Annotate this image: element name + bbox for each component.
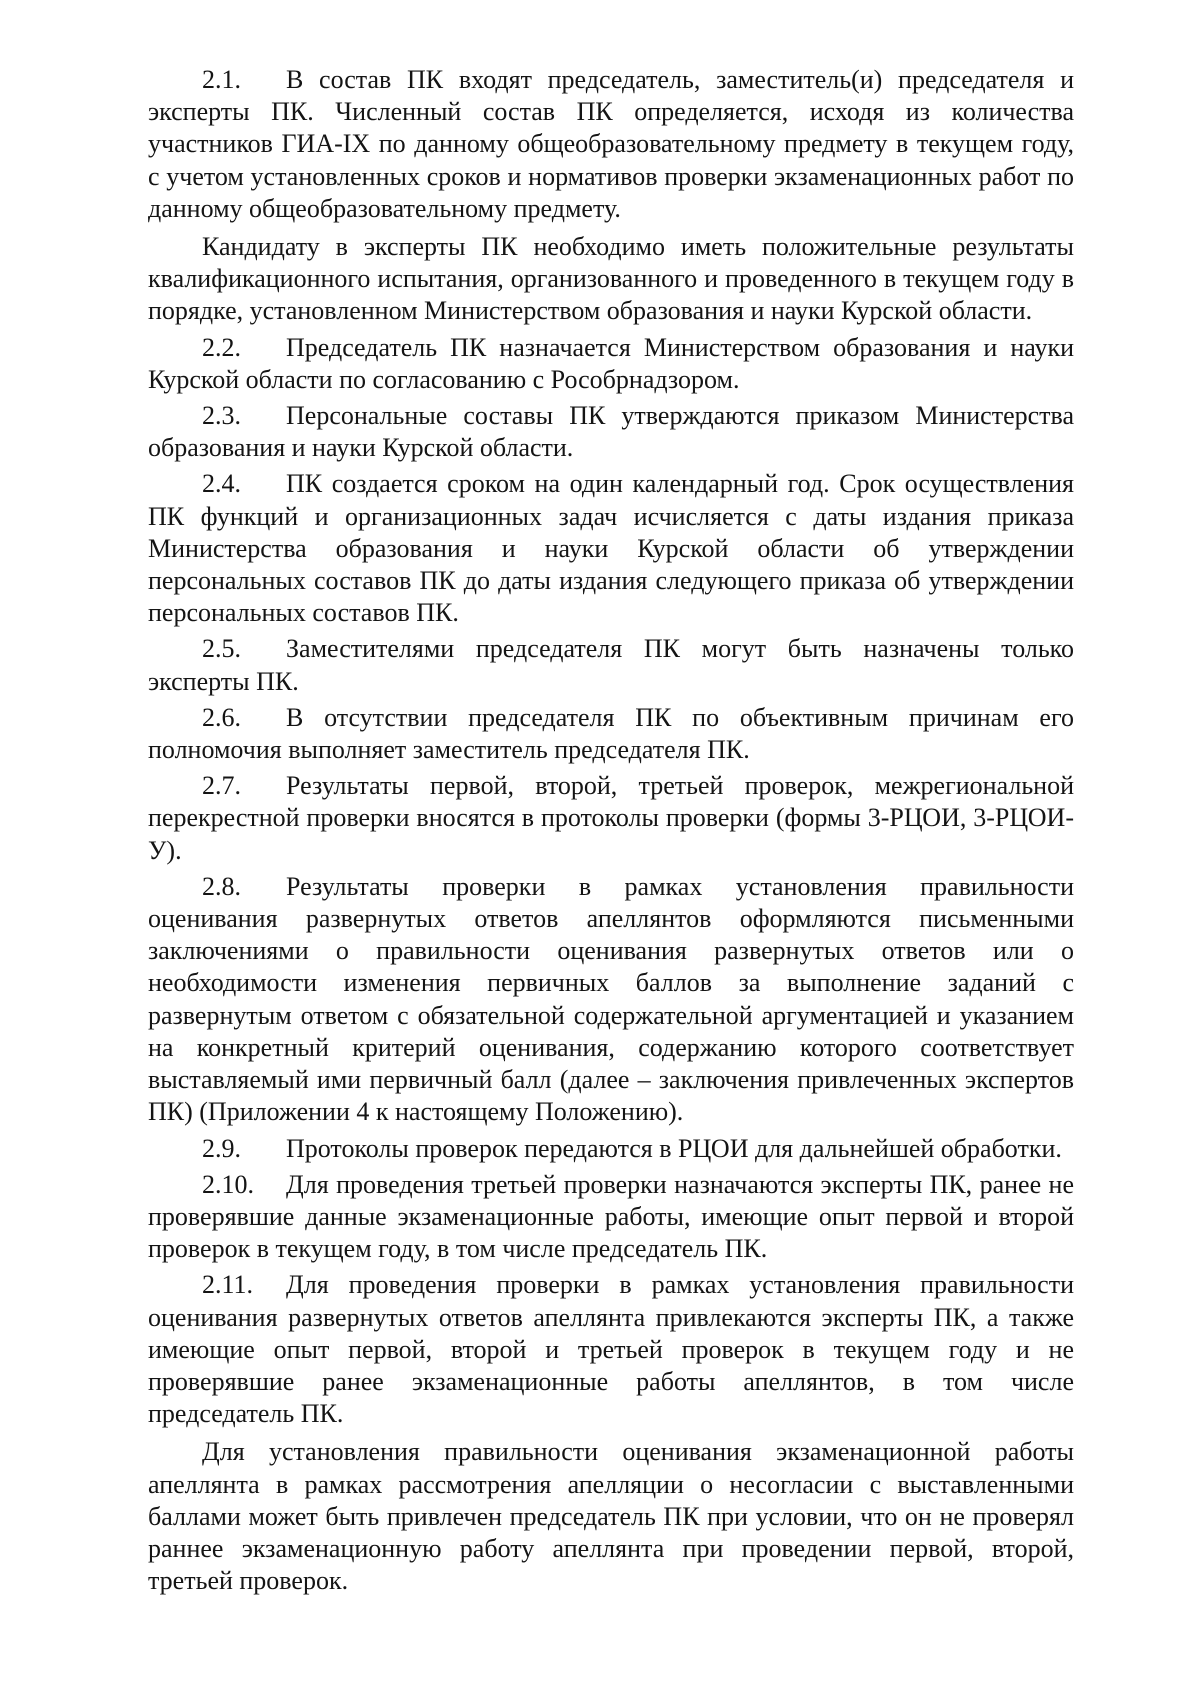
paragraph-2-8 <box>148 871 1074 1129</box>
paragraph-2-10 <box>148 1169 1074 1266</box>
paragraph-appeal-chairman <box>148 1436 1074 1597</box>
paragraph-text: Персональные составы ПК утверждаются приказом Министерства образования и науки Курской области. <box>148 401 1074 463</box>
paragraph-2-6 <box>148 702 1074 766</box>
paragraph-text: Протоколы проверок передаются в РЦОИ для дальнейшей обработки. <box>286 1133 1062 1163</box>
paragraph-2-5 <box>148 633 1074 697</box>
paragraph-2-11 <box>148 1269 1074 1430</box>
paragraph-text: Заместителями председателя ПК могут быть назначены только эксперты ПК. <box>148 634 1074 696</box>
paragraph-text: В отсутствии председателя ПК по объективным причинам его полномочия выполняет заместитель председателя ПК. <box>148 702 1074 765</box>
paragraph-2-2 <box>148 332 1074 396</box>
paragraph-number: 2.11. <box>202 1270 254 1300</box>
paragraph-text: Результаты проверки в рамках установления правильности оценивания развернутых ответов апеллянтов оформляются письменными заключениями о правильности оценивания развернутых ответов или о необходимости изменения первичных баллов за выполнение заданий с развернутым ответом с обязательной содержательной аргументацией и указанием на конкретный критерий оценивания, содержанию которого соответствует выставляемый ими первичный балл (далее – заключения привлеченных экспертов ПК) (Приложении 4 к настоящему Положению). <box>148 871 1074 1127</box>
paragraph-number: 2.9. <box>202 1133 241 1163</box>
paragraph-text: Кандидату в эксперты ПК необходимо иметь положительные результаты квалификационного испытания, организованного и проведенного в текущем году в порядке, установленном Министерством образования и науки Курской области. <box>148 232 1074 326</box>
document-body <box>148 64 1074 1601</box>
paragraph-number: 2.3. <box>202 401 241 431</box>
paragraph-number: 2.5. <box>202 634 241 664</box>
paragraph-number: 2.4. <box>202 469 241 499</box>
paragraph-number: 2.6. <box>202 702 241 732</box>
paragraph-2-1 <box>148 64 1074 225</box>
paragraph-number: 2.7. <box>202 771 241 801</box>
paragraph-2-9 <box>148 1133 1074 1165</box>
paragraph-text: Для проведения третьей проверки назначаются эксперты ПК, ранее не проверявшие данные экзаменационные работы, имеющие опыт первой и второй проверок в текущем году, в том числе председатель ПК. <box>148 1169 1074 1264</box>
paragraph-text: В состав ПК входят председатель, заместитель(и) председателя и эксперты ПК. Численный состав ПК определяется, исходя из количества участников ГИА-IX по данному общеобразовательному предмету в текущем году, с учетом установленных сроков и нормативов проверки экзаменационных работ по данному общеобразовательному предмету. <box>148 65 1074 223</box>
paragraph-text: ПК создается сроком на один календарный год. Срок осуществления ПК функций и организационных задач исчисляется с даты издания приказа Министерства образования и науки Курской области об утверждении персональных составов ПК до даты издания следующего приказа об утверждении персональных составов ПК. <box>148 469 1074 628</box>
paragraph-number: 2.2. <box>202 332 241 362</box>
paragraph-text: Результаты первой, второй, третьей проверок, межрегиональной перекрестной проверки вносятся в протоколы проверки (формы 3-РЦОИ, 3-РЦОИ-У). <box>148 771 1074 865</box>
paragraph-candidate-requirements <box>148 231 1074 328</box>
paragraph-2-4 <box>148 468 1074 629</box>
paragraph-text: Председатель ПК назначается Министерством образования и науки Курской области по согласованию с Рособрнадзором. <box>148 332 1074 394</box>
paragraph-2-7 <box>148 770 1074 867</box>
paragraph-2-3 <box>148 400 1074 464</box>
paragraph-text: Для проведения проверки в рамках установления правильности оценивания развернутых ответов апеллянта привлекаются эксперты ПК, а также имеющие опыт первой, второй и третьей проверок в текущем году и не проверявшие ранее экзаменационные работы апеллянтов, в том числе председатель ПК. <box>148 1270 1074 1429</box>
paragraph-number: 2.1. <box>202 65 241 94</box>
paragraph-text: Для установления правильности оценивания экзаменационной работы апеллянта в рамках рассмотрения апелляции о несогласии с выставленными баллами может быть привлечен председатель ПК при условии, что он не проверял раннее экзаменационную работу апеллянта при проведении первой, второй, третьей проверок. <box>148 1437 1074 1596</box>
paragraph-number: 2.8. <box>202 871 241 901</box>
paragraph-number: 2.10. <box>202 1169 254 1199</box>
